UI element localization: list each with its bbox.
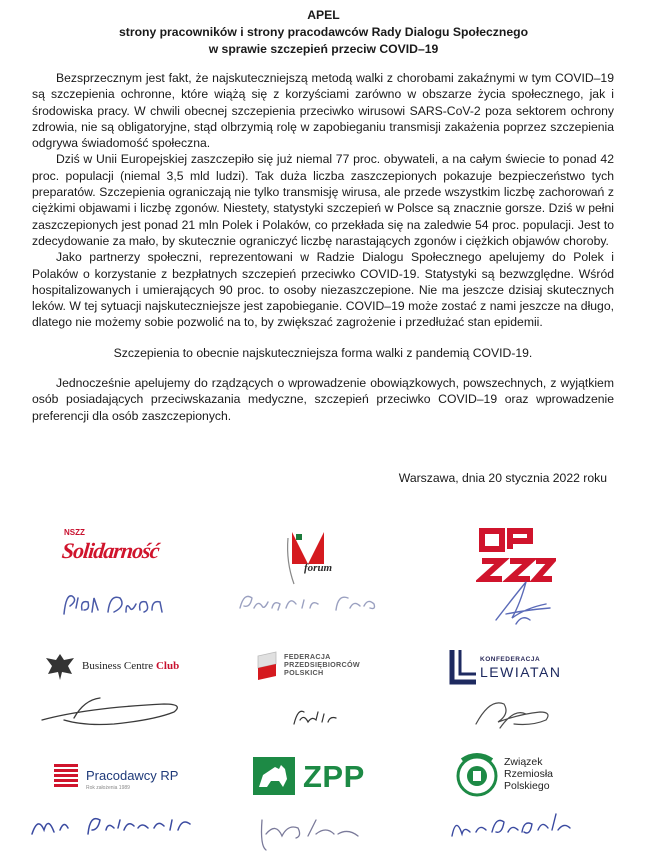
- signature-bcc: [34, 690, 194, 736]
- lewiatan-l-icon: [448, 646, 478, 686]
- zrp-logo: [454, 750, 584, 802]
- zpp-logo: [253, 757, 365, 797]
- signature-zrp: [446, 806, 576, 852]
- fpp-name: FEDERACJA PRZEDSIĘBIORCÓW POLSKICH: [284, 652, 360, 677]
- prp-subtitle: Rok założenia 1989: [86, 785, 130, 791]
- forum-emblem-icon: [284, 530, 346, 590]
- closing-paragraph: Jednocześnie apelujemy do rządzących o wprowadzenie obowiązkowych, powszechnych, z wyjątkiem osób posiadających przeciwskazania medyczne, szczepień przeciwko COVID–19 oraz wprowadzenie preferencji dla osób zaszczepionych.: [32, 376, 614, 423]
- lewiatan-konfederacja: KONFEDERACJA: [480, 656, 541, 663]
- appeal-body: [32, 70, 614, 424]
- signature-opzz: [486, 574, 556, 630]
- solidarnosc-name: Solidarność: [60, 538, 160, 563]
- prp-stripes-icon: [52, 760, 82, 790]
- fpp-logo: [254, 650, 374, 686]
- zrp-name: Związek Rzemiosła Polskiego: [504, 756, 554, 792]
- header-line-1: strony pracowników i strony pracodawców Rady Dialogu Społecznego: [118, 25, 529, 39]
- zpp-name: ZPP: [303, 759, 365, 794]
- document-header: [0, 7, 647, 58]
- lewiatan-name: LEWIATAN: [480, 664, 562, 680]
- signature-forum: [236, 586, 386, 618]
- solidarnosc-nszz: NSZZ: [64, 528, 85, 537]
- forum-name: forum: [304, 562, 333, 574]
- header-title: APEL: [307, 8, 340, 22]
- solidarnosc-logo: [60, 528, 174, 576]
- header-line-2: w sprawie szczepień przeciw COVID–19: [208, 42, 439, 56]
- zrp-emblem-icon: [454, 750, 500, 798]
- signature-prp: [28, 806, 198, 846]
- signature-duda: [60, 586, 170, 622]
- signature-fpp: [290, 702, 340, 732]
- lewiatan-logo: [448, 646, 578, 690]
- forum-logo: [284, 530, 346, 590]
- fpp-flag-icon: [254, 650, 280, 680]
- signature-lewiatan: [470, 694, 560, 734]
- prp-name: Pracodawcy RP: [86, 768, 179, 783]
- date-line: Warszawa, dnia 20 stycznia 2022 roku: [398, 471, 607, 485]
- bcc-logo: [44, 652, 194, 682]
- zpp-bear-icon: [253, 757, 295, 795]
- bcc-name: Business Centre Club: [82, 660, 180, 672]
- paragraph-3: Jako partnerzy społeczni, reprezentowani w Radzie Dialogu Społecznego apelujemy do Polek i Polaków o korzystanie z bezpłatnych szczepień przeciwko COVID-19. Statystyki są bezwzględne. Wśród hospitalizowanych i umierających 90 proc. to osoby niezaszczepione. Nie ma jeszcze dzisiaj skutecznych leków. W tej sytuacji najskuteczniejsze jest zapobieganie. COVID–19 może zostać z nami jeszcze na długo, dlatego nie możemy sobie pozwolić na to, by zwiększać zagrożenie i przedłużać stan epidemii.: [32, 250, 614, 330]
- paragraph-1: Bezsprzecznym jest fakt, że najskuteczniejszą metodą walki z chorobami zakaźnymi w tym COVID–19 są szczepienia ochronne, które wiążą się z korzyściami zarówno w obszarze życia społecznego, jak i środowiska pracy. W chwili obecnej szczepienia przeciwko wirusowi SARS-CoV-2 poza sektorem ochrony zdrowia, nie są obligatoryjne, stąd olbrzymią rolę w zapobieganiu transmisji zakażenia poprzez szczepienia odgrywa świadomość społeczna.: [32, 71, 614, 151]
- signature-zpp: [254, 806, 364, 856]
- paragraph-2: Dziś w Unii Europejskiej zaszczepiło się już niemal 77 proc. obywateli, a na całym świecie to ponad 42 proc. populacji (niemal 3,5 mld ludzi). Tak duża liczba zaszczepionych pokazuje bezpieczeństwo tych preparatów. Szczepienia ograniczają nie tylko transmisję wirusa, ale przede wszystkim liczbę zachorowań z ciężkimi objawami i liczbę zgonów. Niestety, statystyki szczepień w Polsce są znacznie gorsze. Dziś w pełni zaszczepionych jest ponad 21 mln Polek i Polaków, co przekłada się na zaledwie 54 proc. populacji. Jest to zdecydowanie za mało, by skutecznie ograniczyć liczbę narastających zgonów i ciężkich objawów choroby.: [32, 152, 614, 248]
- bcc-eagle-icon: [44, 652, 76, 682]
- highlight-sentence: Szczepienia to obecnie najskuteczniejsza forma walki z pandemią COVID-19.: [113, 345, 533, 360]
- pracodawcy-rp-logo: [52, 760, 182, 796]
